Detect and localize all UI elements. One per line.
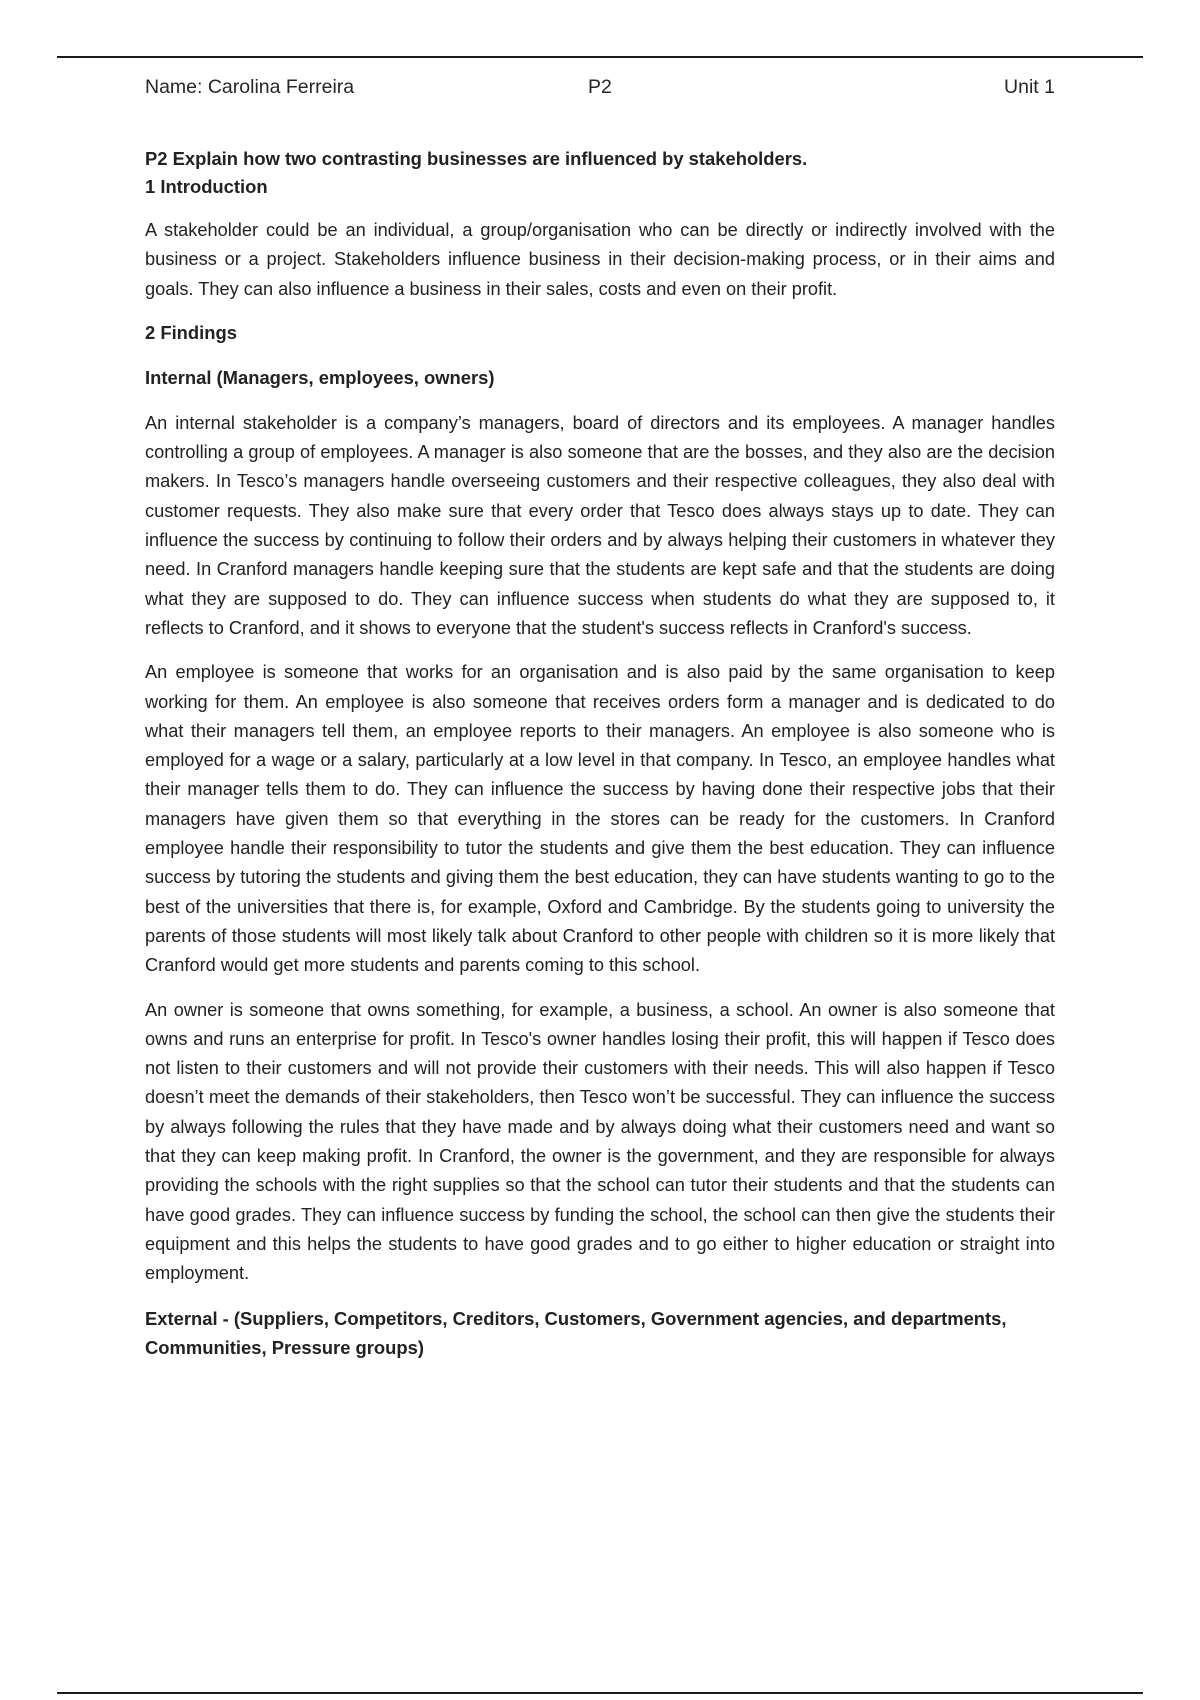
unit-label: Unit 1 — [1004, 76, 1055, 98]
header-rule — [57, 56, 1143, 58]
employees-paragraph: An employee is someone that works for an organisation and is also paid by the same organisation to keep working for them. An employee is also someone that receives orders form a manager and is dedicated to do what their managers tell them, an employee reports to their managers. An employee is also someone who is employed for a wage or a salary, particularly at a low level in that company. In Tesco, an employee handles what their manager tells them to do. They can influence the success by having done their respective jobs that their managers have given them so that everything in the stores can be ready for the customers. In Cranford employee handle their responsibility to tutor the students and give them the best education. They can influence success by tutoring the students and giving them the best education, they can have students wanting to go to the best of the universities that there is, for example, Oxford and Cambridge. By the students going to university the parents of those students will most likely talk about Cranford to other people with children so it is more likely that Cranford would get more students and parents coming to this school. — [145, 662, 1055, 976]
managers-paragraph: An internal stakeholder is a company’s managers, board of directors and its employees. A manager handles controlling a group of employees. A manager is also someone that are the bosses, and they also are the decision makers. In Tesco’s managers handle overseeing customers and their respective colleagues, they also deal with customer requests. They also make sure that every order that Tesco does always stays up to date. They can influence the success by continuing to follow their orders and by always helping their customers in whatever they need. In Cranford managers handle keeping sure that the students are kept safe and that the students are doing what they are supposed to do. They can influence success when students do what they are supposed to, it reflects to Cranford, and it shows to everyone that the student's success reflects in Cranford's success. — [145, 412, 1055, 638]
internal-heading: Internal (Managers, employees, owners) — [145, 366, 495, 388]
external-heading: External - (Suppliers, Competitors, Creditors, Customers, Government agencies, and departments, Communities, Pressure groups) — [145, 1307, 1007, 1358]
page-header — [145, 74, 1055, 100]
assignment-code: P2 — [588, 76, 612, 98]
student-name: Name: Carolina Ferreira — [145, 76, 355, 98]
introduction-paragraph: A stakeholder could be an individual, a group/organisation who can be directly or indirectly involved with the business or a project. Stakeholders influence business in their decision-making process, or in their aims and goals. They can also influence a business in their sales, costs and even on their profit. — [145, 220, 1055, 299]
document-title: P2 Explain how two contrasting businesses are influenced by stakeholders. — [145, 148, 808, 169]
footer-rule — [57, 1692, 1143, 1694]
owners-paragraph: An owner is someone that owns something, for example, a business, a school. An owner is also someone that owns and runs an enterprise for profit. In Tesco's owner handles losing their profit, this will happen if Tesco does not listen to their customers and will not provide their customers with their needs. This will also happen if Tesco doesn’t meet the demands of their stakeholders, then Tesco won’t be successful. They can influence the success by always following the rules that they have made and by always doing what their customers need and want so that they can keep making profit. In Cranford, the owner is the government, and they are responsible for always providing the schools with the right supplies so that the school can tutor their students and that the students can have good grades. They can influence success by funding the school, the school can then give the students their equipment and this helps the students to have good grades and to go either to higher education or straight into employment. — [145, 999, 1055, 1284]
document-body — [145, 145, 1055, 1379]
findings-heading: 2 Findings — [145, 321, 237, 343]
introduction-heading: 1 Introduction — [145, 176, 268, 197]
